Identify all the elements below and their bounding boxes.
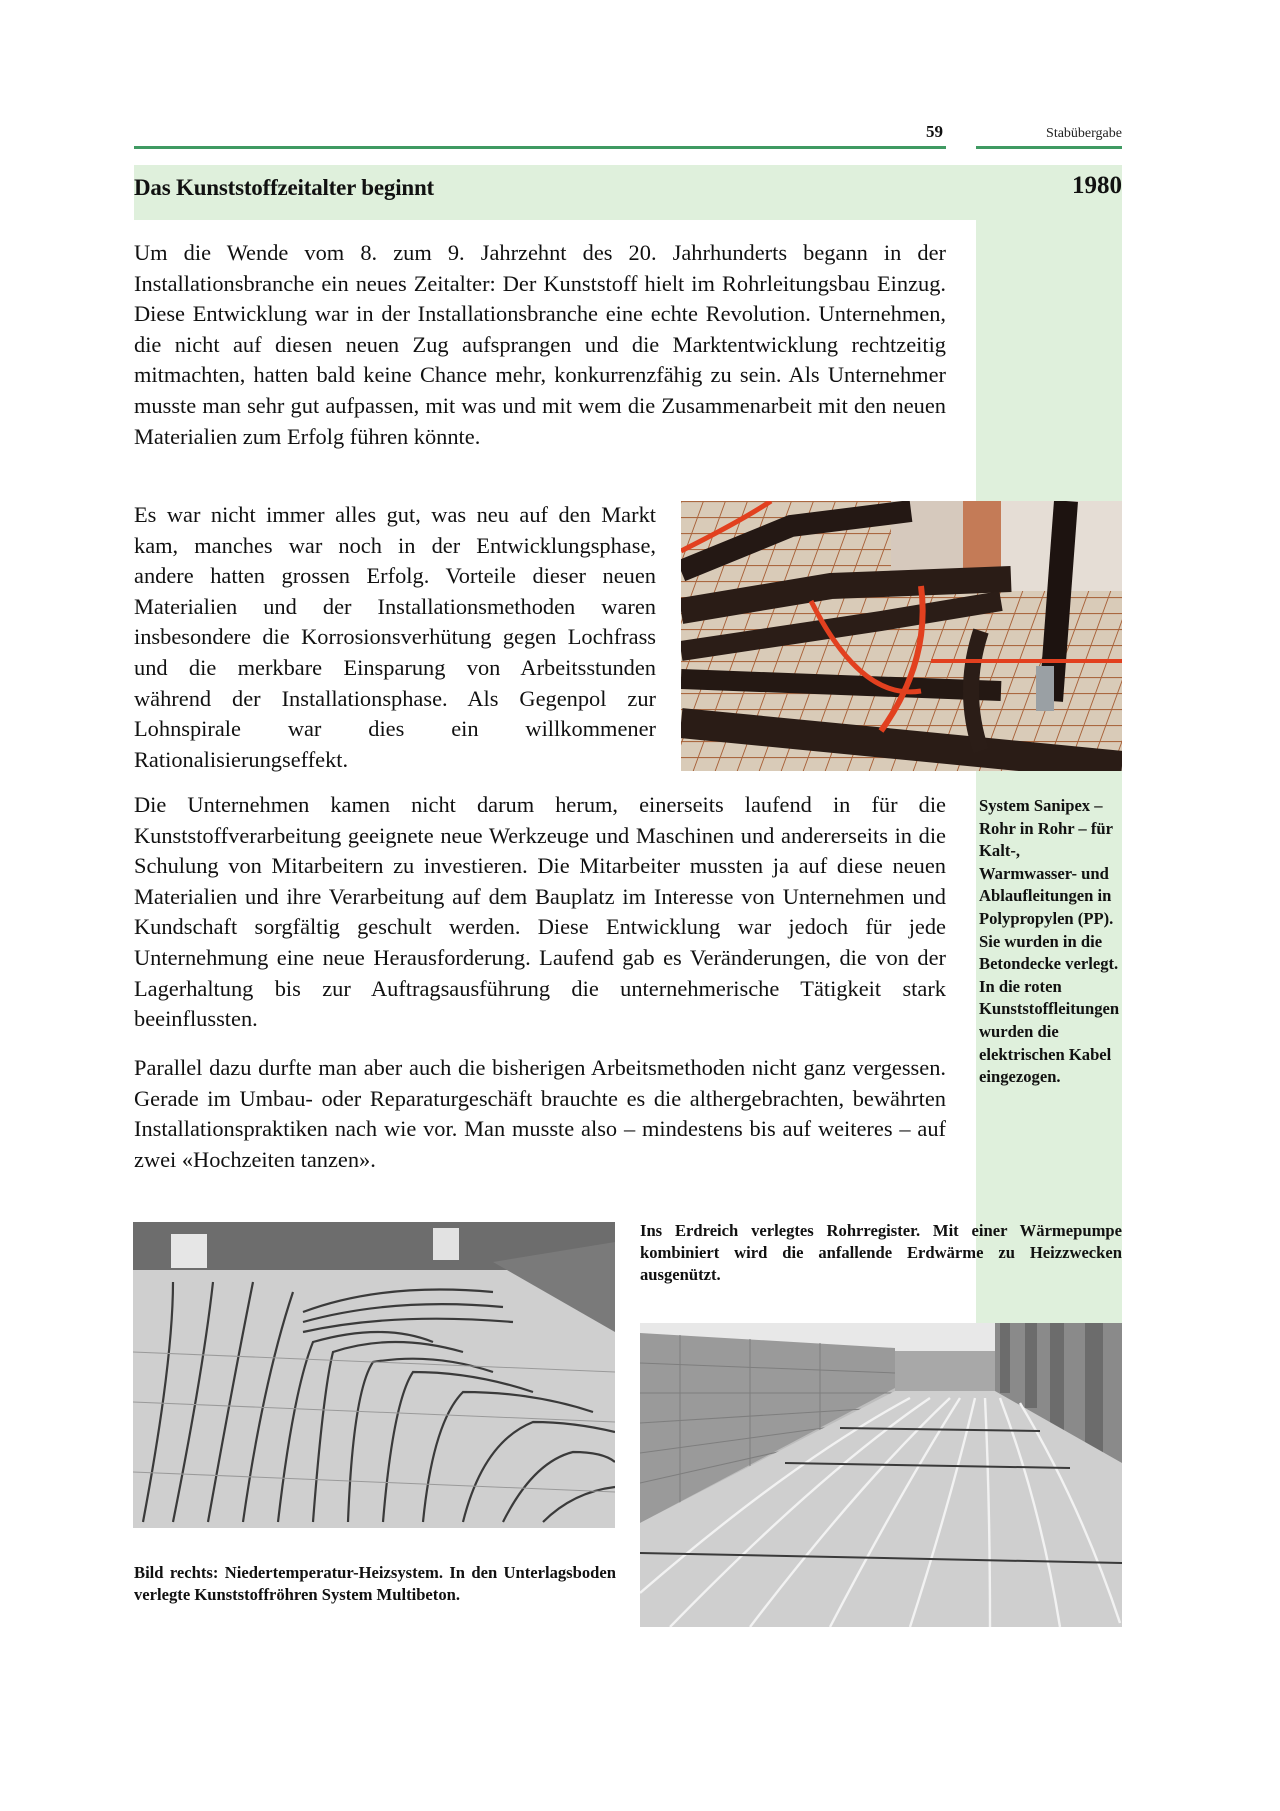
paragraph-2 <box>134 500 656 775</box>
photo-sanipex-image <box>681 501 1122 771</box>
header-rule-right <box>976 146 1122 149</box>
section-title: Das Kunststoffzeitalter beginnt <box>134 175 435 200</box>
caption-sanipex: System Sanipex – Rohr in Rohr – für Kalt-, Warmwasser- und Ablaufleitungen in Polypropylen (PP). Sie wurden in die Betondecke verlegt. In die roten Kunststoffleitungen wurden die elektrischen Kabel eingezogen. <box>979 796 1120 1087</box>
paragraph-4-text: Parallel dazu durfte man aber auch die bisherigen Arbeitsmethoden nicht ganz vergessen. Gerade im Umbau- oder Reparaturgeschäft brauchte es die althergebrachten, bewährten Installationspraktiken nach wie vor. Man musste also – mindestens bis auf weiteres – auf zwei «Hochzeiten tanzen». <box>134 1055 946 1172</box>
paragraph-1 <box>134 238 946 452</box>
paragraph-3-text: Die Unternehmen kamen nicht darum herum, einerseits laufend in für die Kunststoffverarbeitung geeignete neue Werkzeuge und Maschinen und andererseits in die Schulung von Mitarbeitern zu investieren. Die Mitarbeiter mussten ja auf diese neuen Materialien und ihre Verarbeitung auf dem Bauplatz im Interesse von Unternehmen und Kundschaft sorgfältig geschult werden. Diese Entwicklung war jedoch für jede Unternehmung eine neue Herausforderung. Laufend gab es Veränderungen, die von der Lagerhaltung bis zur Auftragsausführung die unternehmerische Tätigkeit stark beeinflussten. <box>134 792 946 1032</box>
caption-erdreich: Ins Erdreich verlegtes Rohrregister. Mit einer Wärmepumpe kombiniert wird die anfallende Erdwärme zu Heizzwecken ausgenützt. <box>640 1221 1122 1284</box>
caption-multibeton: Bild rechts: Niedertemperatur-Heizsystem. In den Unterlagsboden verlegte Kunststoffröhren System Multibeton. <box>134 1563 616 1604</box>
paragraph-3 <box>134 790 946 1035</box>
photo-erdreich-image <box>133 1222 615 1528</box>
photo-multibeton <box>640 1323 1122 1627</box>
section-year: 1980 <box>1072 172 1122 199</box>
paragraph-1-text: Um die Wende vom 8. zum 9. Jahrzehnt des 20. Jahrhunderts begann in der Installationsbranche ein neues Zeitalter: Der Kunststoff hielt im Rohrleitungsbau Einzug. Diese Entwicklung war in der Installationsbranche eine echte Revolution. Unternehmen, die nicht auf diesen neuen Zug aufsprangen und die Marktentwicklung rechtzeitig mitmachten, hatten bald keine Chance mehr, konkurrenzfähig zu sein. Als Unternehmer musste man sehr gut aufpassen, mit was und mit wem die Zusammenarbeit mit den neuen Materialien zum Erfolg führen könnte. <box>134 240 946 449</box>
page-number: 59 <box>926 122 943 141</box>
paragraph-4 <box>134 1053 946 1175</box>
photo-erdreich <box>133 1222 615 1528</box>
running-head: Stabübergabe <box>1046 126 1122 141</box>
photo-sanipex <box>681 501 1122 771</box>
photo-multibeton-image <box>640 1323 1122 1627</box>
header-rule-left <box>134 146 946 149</box>
paragraph-2-text: Es war nicht immer alles gut, was neu auf den Markt kam, manches war noch in der Entwicklungsphase, andere hatten grossen Erfolg. Vorteile dieser neuen Materialien und der Installationsmethoden waren insbesondere die Korrosionsverhütung gegen Lochfrass und die merkbare Einsparung von Arbeitsstunden während der Installationsphase. Als Gegenpol zur Lohnspirale war dies ein willkommener Rationalisierungseffekt. <box>134 502 656 772</box>
